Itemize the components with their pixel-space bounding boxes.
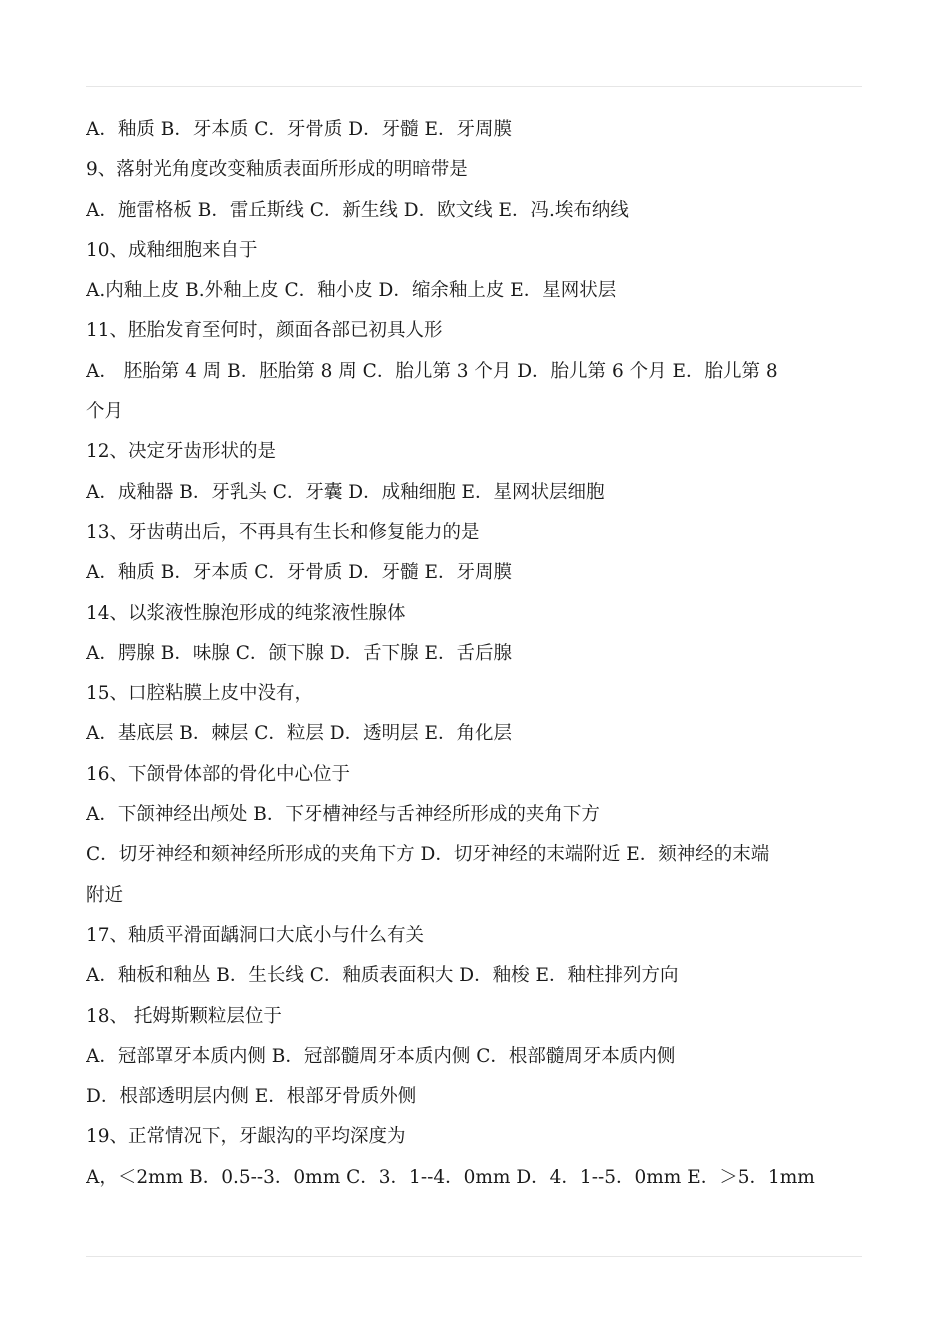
options-line-16a: A．下颌神经出颅处 B．下牙槽神经与舌神经所形成的夹角下方 (86, 804, 600, 826)
top-divider (86, 86, 862, 87)
question-19: 19、正常情况下，牙龈沟的平均深度为 (86, 1126, 406, 1148)
question-15: 15、口腔粘膜上皮中没有， (86, 683, 314, 705)
question-12: 12、决定牙齿形状的是 (86, 441, 277, 463)
options-line-11-cont: 个月 (86, 401, 124, 423)
options-line-19: A，＜2mm B．0.5--3．0mm C．3．1--4．0mm D．4．1--5．0mm E．＞5．1mm (86, 1166, 815, 1188)
options-line-15: A．基底层 B．棘层 C．粒层 D．透明层 E．角化层 (86, 723, 512, 745)
options-line-17: A．釉板和釉丛 B．生长线 C．釉质表面积大 D．釉梭 E．釉柱排列方向 (86, 965, 679, 987)
question-17: 17、釉质平滑面龋洞口大底小与什么有关 (86, 924, 425, 946)
options-line-13: A．釉质 B．牙本质 C．牙骨质 D．牙髓 E．牙周膜 (86, 562, 512, 584)
question-text-block (86, 110, 856, 1198)
options-line-18a: A．冠部罩牙本质内侧 B．冠部髓周牙本质内侧 C．根部髓周牙本质内侧 (86, 1045, 676, 1067)
question-11: 11、胚胎发育至何时，颜面各部已初具人形 (86, 320, 443, 342)
bottom-divider (86, 1256, 862, 1257)
options-line-11: A． 胚胎第 4 周 B．胚胎第 8 周 C．胎儿第 3 个月 D．胎儿第 6 个月 E．胎儿第 8 (86, 360, 778, 382)
question-9: 9、落射光角度改变釉质表面所形成的明暗带是 (86, 159, 468, 181)
options-line-16-cont: 附近 (86, 884, 124, 906)
question-13: 13、牙齿萌出后，不再具有生长和修复能力的是 (86, 521, 480, 543)
options-line-18b: D．根部透明层内侧 E．根部牙骨质外侧 (86, 1086, 417, 1108)
options-line-10: A.内釉上皮 B.外釉上皮 C．釉小皮 D．缩余釉上皮 E．星网状层 (86, 280, 617, 302)
question-14: 14、以浆液性腺泡形成的纯浆液性腺体 (86, 602, 406, 624)
options-line-12: A．成釉器 B．牙乳头 C．牙囊 D．成釉细胞 E．星网状层细胞 (86, 481, 605, 503)
question-18: 18、 托姆斯颗粒层位于 (86, 1005, 282, 1027)
options-line-16b: C．切牙神经和颏神经所形成的夹角下方 D．切牙神经的末端附近 E．颏神经的末端 (86, 844, 770, 866)
options-line-8: A．釉质 B．牙本质 C．牙骨质 D．牙髓 E．牙周膜 (86, 119, 512, 140)
question-10: 10、成釉细胞来自于 (86, 239, 258, 261)
options-line-9: A．施雷格板 B．雷丘斯线 C．新生线 D．欧文线 E．冯.埃布纳线 (86, 199, 629, 221)
question-16: 16、下颌骨体部的骨化中心位于 (86, 763, 351, 785)
options-line-14: A．腭腺 B．味腺 C．颌下腺 D．舌下腺 E．舌后腺 (86, 642, 512, 664)
